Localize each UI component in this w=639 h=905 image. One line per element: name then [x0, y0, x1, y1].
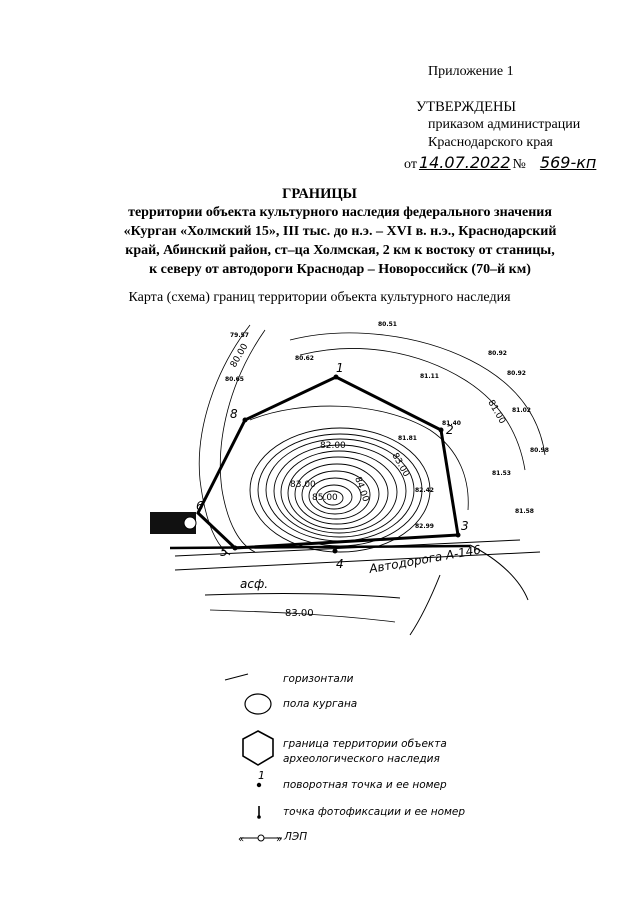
appendix-label: Приложение 1	[428, 64, 514, 79]
power-line-arrow: »	[276, 834, 283, 845]
spot-elevation: 80.62	[295, 355, 314, 362]
power-line	[170, 546, 470, 548]
spot-elevation: 81.40	[442, 420, 461, 427]
spot-elevation: 82.99	[415, 523, 434, 530]
legend-mound-floor: пола кургана	[283, 698, 358, 710]
spot-elevation: 80.98	[530, 447, 549, 454]
point-label: 5	[220, 545, 228, 559]
subtitle-line: край, Абинский район, ст–ца Холмская, 2 км к востоку от станицы,	[125, 243, 555, 258]
contour-label: 80.00	[228, 342, 251, 370]
order-line-1: приказом администрации	[428, 117, 581, 132]
contour-label: 81.00	[485, 398, 507, 426]
spot-elevation: 80.92	[488, 350, 507, 357]
approved-label: УТВЕРЖДЕНЫ	[416, 99, 517, 115]
road-edge	[205, 593, 400, 598]
boundary-point	[333, 549, 338, 554]
contour-label: 84.00	[352, 475, 371, 504]
spot-elevation: 80.65	[225, 376, 244, 383]
legend-turn-point: поворотная точка и ее номер	[283, 779, 447, 791]
contour-lines	[199, 325, 545, 555]
spot-elevation: 81.58	[515, 508, 534, 515]
boundary-point	[439, 428, 444, 433]
legend-graphics	[225, 674, 282, 845]
legend-boundary-line2: археологического наследия	[283, 753, 440, 765]
subtitle-line: территории объекта культурного наследия федерального значения	[128, 205, 552, 220]
boundary-point	[456, 533, 461, 538]
photo-point-label: 8	[230, 407, 238, 421]
road-label: Автодорога А-146	[368, 542, 482, 576]
document-title: ГРАНИЦЫ	[282, 186, 357, 202]
spot-elevation: 81.81	[398, 435, 417, 442]
legend-photo-point: точка фотофиксации и ее номер	[283, 806, 466, 818]
contour-label: 85.00	[312, 493, 338, 503]
power-line-arrow: «	[238, 834, 245, 845]
spot-elevation: 82.42	[415, 487, 434, 494]
order-line-2: Краснодарского края	[428, 135, 553, 150]
photo-point-dot	[257, 815, 261, 819]
photo-marker	[184, 517, 196, 529]
subtitle-line: к северу от автодороги Краснодар – Новороссийск (70–й км)	[149, 262, 531, 277]
contour-symbol	[225, 674, 248, 680]
point-label: 2	[446, 423, 454, 437]
subtitle-line: «Курган «Холмский 15», III тыс. до н.э. – XVI в. н.э., Краснодарский	[123, 224, 557, 239]
spot-elevation: 80.51	[378, 321, 397, 328]
turn-point-symbol	[257, 783, 261, 787]
order-number: 569-кп	[539, 153, 597, 172]
spot-elevation: 81.53	[492, 470, 511, 477]
asphalt-label: асф.	[240, 577, 269, 591]
spot-elevation: 79.57	[230, 332, 249, 339]
power-line-node	[258, 835, 264, 841]
lower-contour-label: 83.00	[285, 608, 314, 619]
contour-label: 82.00	[320, 441, 346, 451]
boundary-point	[243, 418, 248, 423]
contour-line	[220, 330, 265, 552]
map-caption: Карта (схема) границ территории объекта культурного наследия	[128, 290, 511, 305]
road-edge	[410, 575, 440, 635]
mound-contour	[274, 445, 406, 537]
order-no-label: №	[512, 157, 526, 172]
spot-elevation: 81.11	[420, 373, 439, 380]
spot-elevation: 80.92	[507, 370, 526, 377]
legend-contours: горизонтали	[283, 673, 354, 685]
legend-boundary-line1: граница территории объекта	[283, 738, 447, 750]
point-label: 1	[336, 361, 344, 375]
point-label: 6	[196, 499, 204, 513]
mound-contour	[288, 457, 388, 529]
boundary-symbol	[243, 731, 273, 765]
boundary-point-labels	[196, 361, 469, 571]
contour-label: 83.00	[389, 451, 411, 479]
point-label: 4	[336, 557, 344, 571]
order-from: от	[404, 157, 417, 172]
mound-floor-symbol	[245, 694, 271, 714]
map-features	[150, 512, 540, 635]
legend-power-line: ЛЭП	[284, 831, 308, 843]
contour-label: 83.00	[290, 480, 316, 490]
spot-elevation: 81.02	[512, 407, 531, 414]
boundary-point	[334, 375, 339, 380]
order-date: 14.07.2022	[418, 153, 511, 172]
turn-point-number: 1	[258, 769, 265, 782]
point-label: 3	[461, 519, 469, 533]
